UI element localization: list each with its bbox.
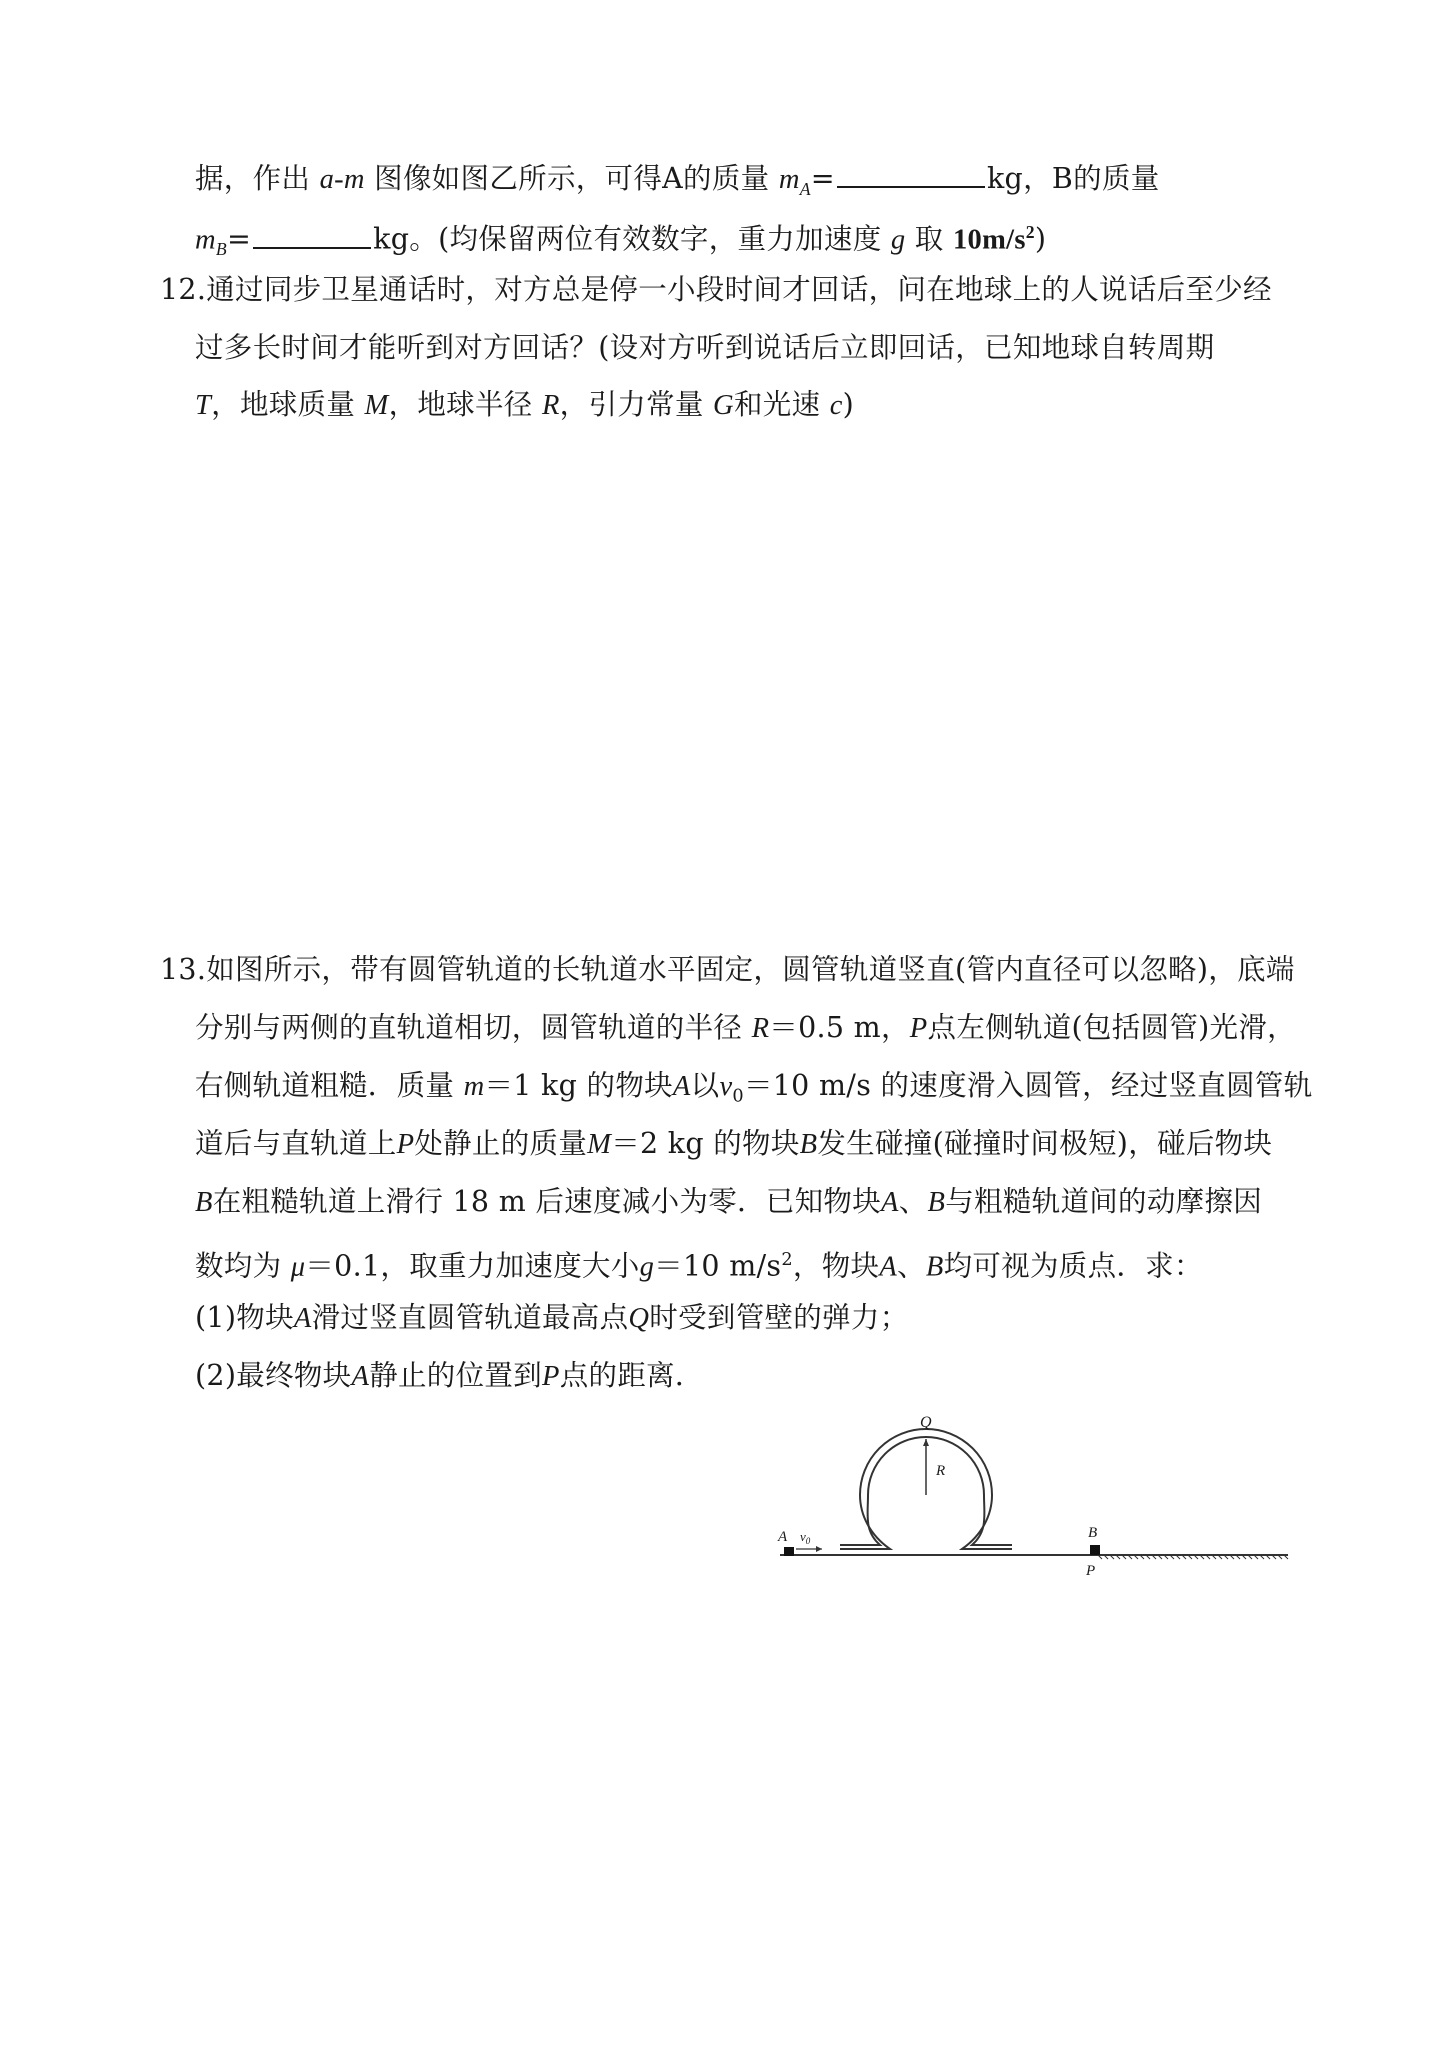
sub-A: A bbox=[799, 178, 811, 199]
label-P: P bbox=[1086, 1563, 1096, 1579]
var-M: M bbox=[364, 390, 389, 421]
var-A: A bbox=[351, 1361, 370, 1392]
block-A bbox=[784, 1547, 794, 1556]
answer-blank-mA[interactable] bbox=[837, 158, 985, 188]
q13-text: 、 bbox=[897, 1249, 926, 1283]
q13-text: ，物块 bbox=[792, 1249, 880, 1283]
q13-text: 以 bbox=[690, 1069, 720, 1102]
q13-text: 点的距离． bbox=[559, 1359, 704, 1392]
q13-text: ＝1 kg 的物块 bbox=[484, 1069, 673, 1102]
v0-v: v bbox=[800, 1529, 806, 1544]
var-A: A bbox=[881, 1187, 899, 1218]
var-G: G bbox=[713, 390, 734, 421]
q13-text: 发生碰撞(碰撞时间极短)，碰后物块 bbox=[817, 1127, 1273, 1160]
q13-line-5 bbox=[195, 1182, 1262, 1223]
var-M: M bbox=[587, 1129, 612, 1160]
label-Q: Q bbox=[920, 1414, 932, 1431]
var-T: T bbox=[195, 390, 212, 421]
var-m: m bbox=[195, 224, 216, 256]
q12-line-1: 12.通过同步卫星通话时，对方总是停一小段时间才回话，问在地球上的人说话后至少经 bbox=[160, 273, 1272, 306]
q13-text: ＝0.5 m， bbox=[769, 1011, 910, 1044]
q13-text: (1)物块 bbox=[195, 1301, 294, 1334]
q11-text: 取 bbox=[914, 222, 944, 256]
q11-text: kg，B的质量 bbox=[986, 162, 1160, 195]
q13-text: 滑过竖直圆管轨道最高点 bbox=[311, 1301, 629, 1334]
exp-2: 2 bbox=[1025, 222, 1035, 242]
q11-text: 据，作出 bbox=[195, 162, 311, 195]
q12-line-3 bbox=[195, 385, 854, 426]
var-B: B bbox=[925, 1251, 944, 1283]
sub-B: B bbox=[215, 239, 227, 260]
var-c: c bbox=[829, 390, 843, 421]
q11-text: ) bbox=[1034, 222, 1047, 256]
var-B: B bbox=[799, 1129, 818, 1160]
var-Q: Q bbox=[628, 1303, 650, 1334]
var-m: m bbox=[778, 164, 800, 195]
q13-text: 静止的位置到 bbox=[369, 1359, 543, 1392]
q12-text: ，引力常量 bbox=[559, 388, 704, 421]
q13-text: 道后与直轨道上 bbox=[195, 1127, 397, 1160]
radius-arrowhead bbox=[923, 1439, 929, 1446]
q13-text: 时受到管壁的弹力； bbox=[649, 1301, 909, 1334]
var-P: P bbox=[909, 1013, 928, 1044]
label-v0 bbox=[800, 1529, 811, 1546]
q12-text: 和光速 bbox=[733, 388, 821, 421]
var-mu: μ bbox=[290, 1251, 306, 1283]
q13-text: 点左侧轨道(包括圆管)光滑， bbox=[927, 1011, 1296, 1044]
q13-text: 、 bbox=[898, 1185, 928, 1218]
label-R: R bbox=[936, 1463, 946, 1479]
equals: = bbox=[810, 162, 835, 195]
var-A: A bbox=[293, 1303, 312, 1334]
q12-text: ) bbox=[842, 388, 855, 421]
var-g: g bbox=[639, 1251, 655, 1283]
q12-text: ，地球质量 bbox=[211, 388, 356, 421]
q13-line-4 bbox=[195, 1124, 1272, 1165]
sub-0: 0 bbox=[732, 1086, 744, 1107]
q13-text: ＝10 m/s 的速度滑入圆管，经过竖直圆管轨 bbox=[743, 1069, 1313, 1102]
q11-text: kg。(均保留两位有效数字，重力加速度 bbox=[373, 222, 882, 256]
q13-part-2 bbox=[195, 1356, 704, 1397]
var-R: R bbox=[751, 1013, 770, 1044]
q11-line-2 bbox=[195, 212, 1046, 270]
q11-text: 图像如图乙所示，可得A的质量 bbox=[374, 162, 770, 195]
q13-text: ＝2 kg 的物块 bbox=[611, 1127, 800, 1160]
q13-text: 分别与两侧的直轨道相切，圆管轨道的半径 bbox=[195, 1011, 743, 1044]
label-B: B bbox=[1088, 1525, 1098, 1541]
q13-text: (2)最终物块 bbox=[195, 1359, 352, 1392]
var-P: P bbox=[542, 1361, 560, 1392]
q13-line-6 bbox=[195, 1240, 1203, 1288]
var-A: A bbox=[672, 1071, 691, 1102]
var-v: v bbox=[719, 1071, 733, 1102]
loop-track-figure bbox=[760, 1395, 1300, 1595]
velocity-arrowhead bbox=[816, 1546, 822, 1552]
var-m: m bbox=[463, 1071, 485, 1102]
value-10ms: 10m/s bbox=[952, 224, 1026, 256]
q13-text: 处静止的质量 bbox=[414, 1127, 588, 1160]
label-A: A bbox=[778, 1529, 788, 1545]
var-B: B bbox=[927, 1187, 946, 1218]
v0-sub: 0 bbox=[805, 1536, 811, 1546]
q11-line-1 bbox=[195, 158, 1160, 210]
q12-text: ，地球半径 bbox=[388, 388, 533, 421]
q12-line-2: 过多长时间才能听到对方回话？(设对方听到说话后立即回话，已知地球自转周期 bbox=[195, 331, 1215, 364]
var-A: A bbox=[879, 1251, 898, 1283]
var-g: g bbox=[890, 224, 906, 256]
var-P: P bbox=[396, 1129, 415, 1160]
var-a-m: a-m bbox=[319, 164, 365, 195]
q13-line-3 bbox=[195, 1066, 1313, 1117]
var-B: B bbox=[195, 1187, 213, 1218]
equals: = bbox=[226, 222, 252, 256]
q13-text: 与粗糙轨道间的动摩擦因 bbox=[945, 1185, 1263, 1218]
block-B bbox=[1090, 1545, 1100, 1555]
q13-text: ＝10 m/s bbox=[654, 1249, 782, 1283]
q13-line-2 bbox=[195, 1008, 1296, 1049]
q13-text: 右侧轨道粗糙．质量 bbox=[195, 1069, 455, 1102]
q13-text: 在粗糙轨道上滑行 18 m 后速度减小为零．已知物块 bbox=[212, 1185, 881, 1218]
q13-line-1: 13.如图所示，带有圆管轨道的长轨道水平固定，圆管轨道竖直(管内直径可以忽略)，底端 bbox=[160, 953, 1295, 986]
q13-text: ＝0.1，取重力加速度大小 bbox=[305, 1249, 640, 1283]
q13-text: 数均为 bbox=[195, 1249, 282, 1283]
exp-2: 2 bbox=[781, 1250, 793, 1270]
q13-text: 均可视为质点．求： bbox=[943, 1249, 1203, 1283]
q13-part-1 bbox=[195, 1298, 909, 1339]
var-R: R bbox=[541, 390, 560, 421]
answer-blank-mB[interactable] bbox=[253, 219, 371, 249]
